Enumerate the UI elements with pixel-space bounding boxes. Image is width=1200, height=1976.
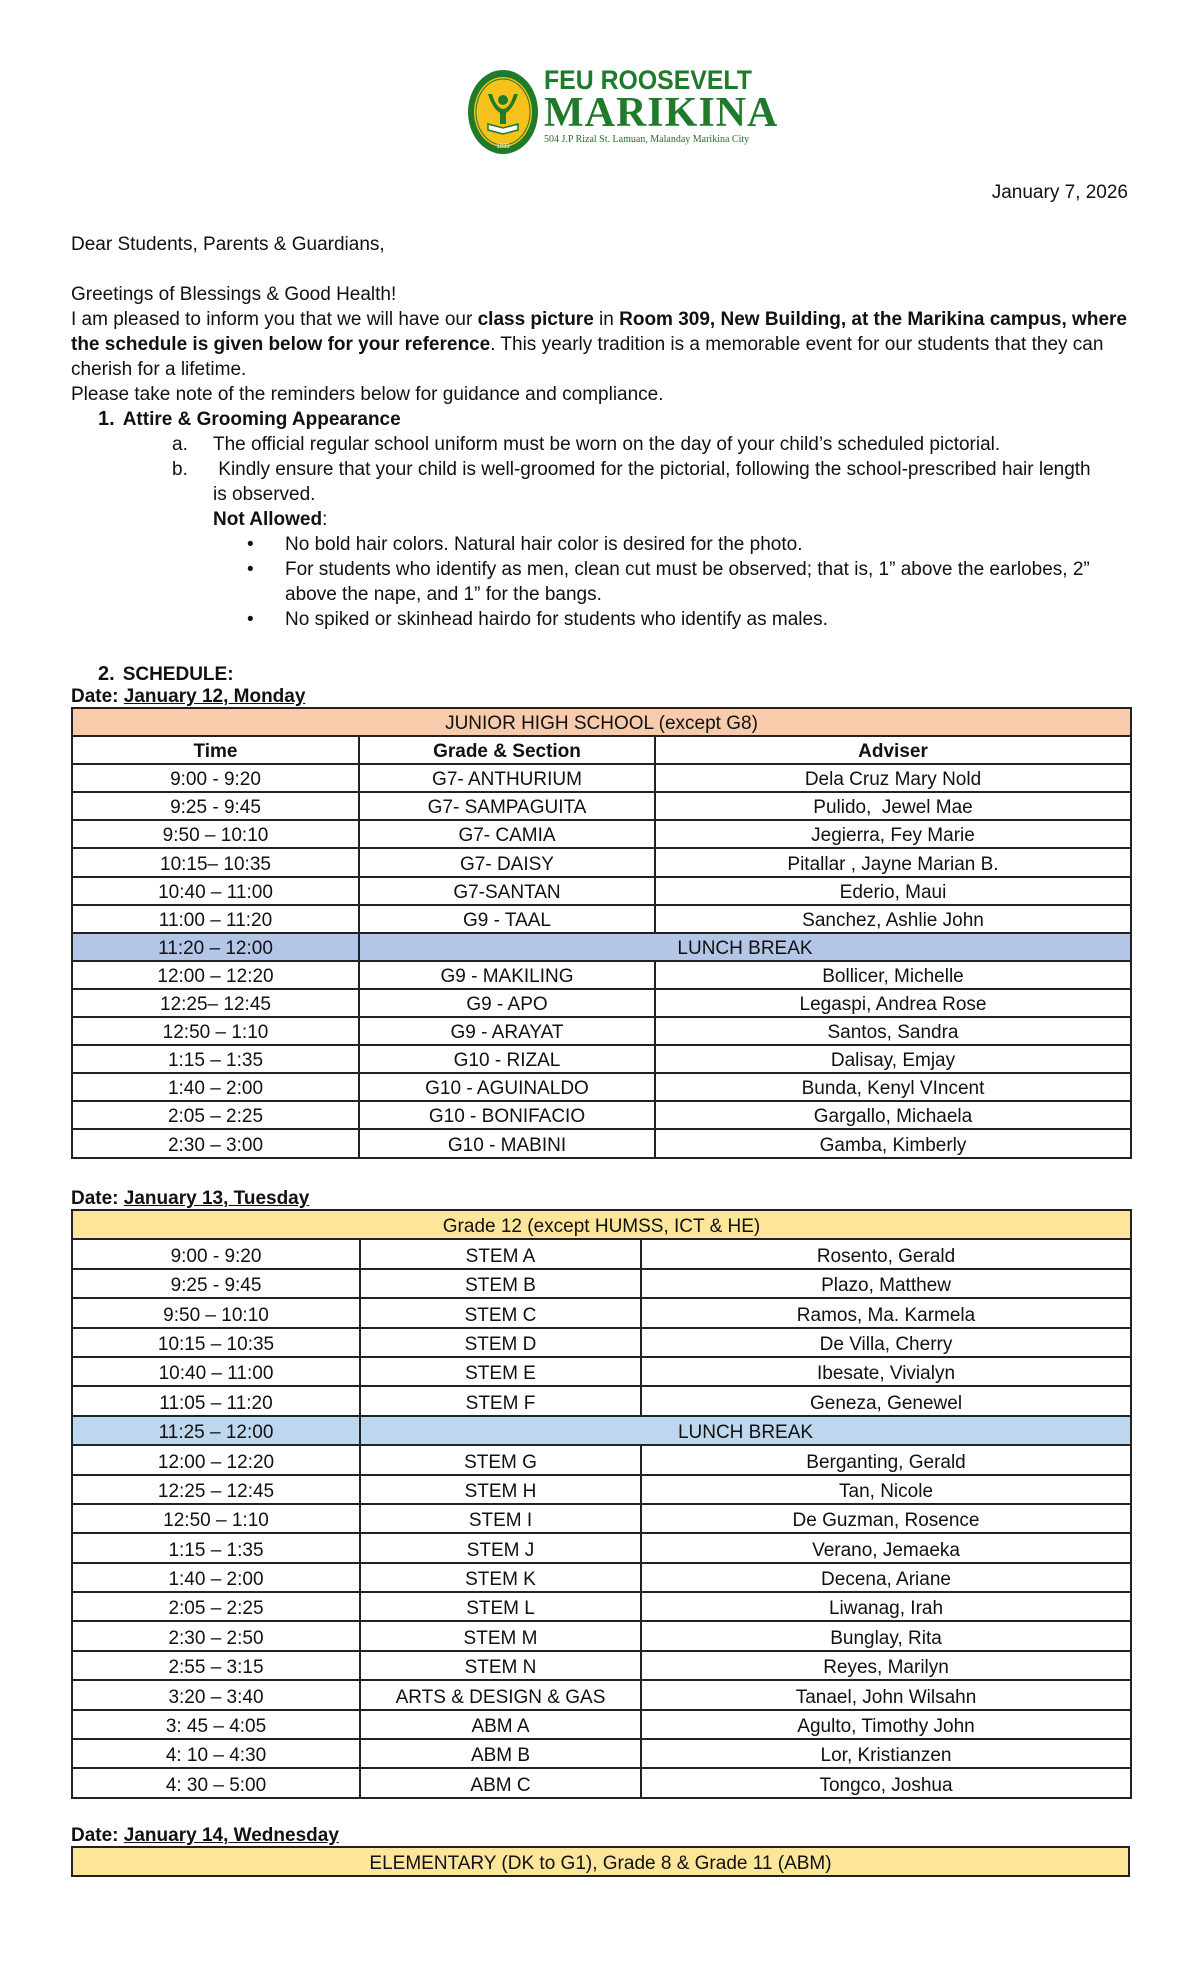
logo-subtitle: MARIKINA (544, 90, 779, 136)
bullet-item: • For students who identify as men, clean cut must be observed; that is, 1” above the earlobes, 2” above the nape, and 1” for the bangs. (247, 559, 1090, 605)
table-row: 12:00 – 12:20 G9 - MAKILING Bollicer, Michelle (72, 961, 1131, 989)
table-row: 11:05 – 11:20 STEM F Geneza, Genewel (72, 1386, 1131, 1415)
letter-date: January 7, 2026 (991, 182, 1128, 203)
table-row: 4: 10 – 4:30 ABM B Lor, Kristianzen (72, 1739, 1131, 1768)
table-row: 10:40 – 11:00 STEM E Ibesate, Vivialyn (72, 1357, 1131, 1386)
schedule-date-label: Date: January 14, Wednesday (71, 1825, 339, 1846)
table-row: 2:55 – 3:15 STEM N Reyes, Marilyn (72, 1651, 1131, 1680)
reminder-note: Please take note of the reminders below for guidance and compliance. (71, 384, 664, 405)
table-row: 12:50 – 1:10 STEM I De Guzman, Rosence (72, 1504, 1131, 1533)
schedule-table-grade12 (71, 1209, 1132, 1799)
table-row: 12:00 – 12:20 STEM G Berganting, Gerald (72, 1445, 1131, 1474)
not-allowed-label: Not Allowed: (213, 509, 328, 530)
table-row: 12:50 – 1:10 G9 - ARAYAT Santos, Sandra (72, 1017, 1131, 1045)
bullet-item: • No spiked or skinhead hairdo for students who identify as males. (247, 609, 828, 630)
table-row: 1:15 – 1:35 STEM J Verano, Jemaeka (72, 1533, 1131, 1562)
bullet-icon: • (247, 559, 254, 580)
schedule-date-label: Date: January 13, Tuesday (71, 1188, 310, 1209)
column-header-section: Grade & Section (359, 736, 655, 764)
section-schedule-title: 2. SCHEDULE: (98, 663, 234, 685)
table-row: 9:50 – 10:10 G7- CAMIA Jegierra, Fey Marie (72, 820, 1131, 848)
table-row: 9:00 - 9:20 G7- ANTHURIUM Dela Cruz Mary Nold (72, 764, 1131, 792)
bullet-item: • No bold hair colors. Natural hair color is desired for the photo. (247, 534, 803, 555)
greeting: Greetings of Blessings & Good Health! (71, 284, 397, 305)
schedule-date-label: Date: January 12, Monday (71, 686, 306, 707)
bullet-icon: • (247, 534, 254, 555)
table-row: 1:40 – 2:00 STEM K Decena, Ariane (72, 1563, 1131, 1592)
table-group-header: Grade 12 (except HUMSS, ICT & HE) (72, 1210, 1131, 1239)
table-row: 2:30 – 2:50 STEM M Bunglay, Rita (72, 1621, 1131, 1650)
table-group-header: JUNIOR HIGH SCHOOL (except G8) (72, 708, 1131, 736)
logo-title: FEU ROOSEVELT (544, 65, 752, 95)
logo-address: 504 J.P Rizal St. Lamuan, Malanday Marikina City (544, 134, 750, 145)
table-row: 11:00 – 11:20 G9 - TAAL Sanchez, Ashlie John (72, 905, 1131, 933)
table-row: 9:25 - 9:45 G7- SAMPAGUITA Pulido, Jewel Mae (72, 792, 1131, 820)
table-row: 2:05 – 2:25 STEM L Liwanag, Irah (72, 1592, 1131, 1621)
table-row: 2:30 – 3:00 G10 - MABINI Gamba, Kimberly (72, 1129, 1131, 1157)
bullet-icon: • (247, 609, 254, 630)
table-row: 2:05 – 2:25 G10 - BONIFACIO Gargallo, Michaela (72, 1101, 1131, 1129)
svg-text:1933: 1933 (496, 144, 510, 150)
letter-body (71, 282, 1141, 407)
table-row: 12:25 – 12:45 STEM H Tan, Nicole (72, 1475, 1131, 1504)
table-row: 1:15 – 1:35 G10 - RIZAL Dalisay, Emjay (72, 1045, 1131, 1073)
table-row: 3: 45 – 4:05 ABM A Agulto, Timothy John (72, 1710, 1131, 1739)
schedule-table-elementary (71, 1846, 1130, 1877)
table-row: 10:15 – 10:35 STEM D De Villa, Cherry (72, 1328, 1131, 1357)
lunch-break-row: 11:25 – 12:00 LUNCH BREAK (72, 1416, 1131, 1445)
column-header-adviser: Adviser (655, 736, 1131, 764)
intro-paragraph: I am pleased to inform you that we will have our class picture in Room 309, New Building, at the Marikina campus, where the schedule is given below for your reference. This yearly tradition is a memorable event for our students that they can cherish for a lifetime. (71, 309, 1127, 380)
table-row: 10:40 – 11:00 G7-SANTAN Ederio, Maui (72, 877, 1131, 905)
table-row: 3:20 – 3:40 ARTS & DESIGN & GAS Tanael, John Wilsahn (72, 1680, 1131, 1709)
lunch-break-row: 11:20 – 12:00 LUNCH BREAK (72, 933, 1131, 961)
table-row: 10:15– 10:35 G7- DAISY Pitallar , Jayne Marian B. (72, 848, 1131, 876)
column-header-time: Time (72, 736, 359, 764)
table-row: 12:25– 12:45 G9 - APO Legaspi, Andrea Rose (72, 989, 1131, 1017)
table-row: 9:25 - 9:45 STEM B Plazo, Matthew (72, 1269, 1131, 1298)
school-seal-icon (466, 68, 540, 156)
table-row: 4: 30 – 5:00 ABM C Tongco, Joshua (72, 1768, 1131, 1797)
school-logo (466, 65, 779, 160)
section-attire-title: 1. Attire & Grooming Appearance (98, 408, 401, 430)
table-group-header: ELEMENTARY (DK to G1), Grade 8 & Grade 11 (ABM) (72, 1847, 1129, 1876)
table-row: 9:50 – 10:10 STEM C Ramos, Ma. Karmela (72, 1298, 1131, 1327)
table-row: 9:00 - 9:20 STEM A Rosento, Gerald (72, 1239, 1131, 1268)
salutation: Dear Students, Parents & Guardians, (71, 234, 385, 255)
schedule-table-jhs (71, 707, 1132, 1159)
table-row: 1:40 – 2:00 G10 - AGUINALDO Bunda, Kenyl VIncent (72, 1073, 1131, 1101)
